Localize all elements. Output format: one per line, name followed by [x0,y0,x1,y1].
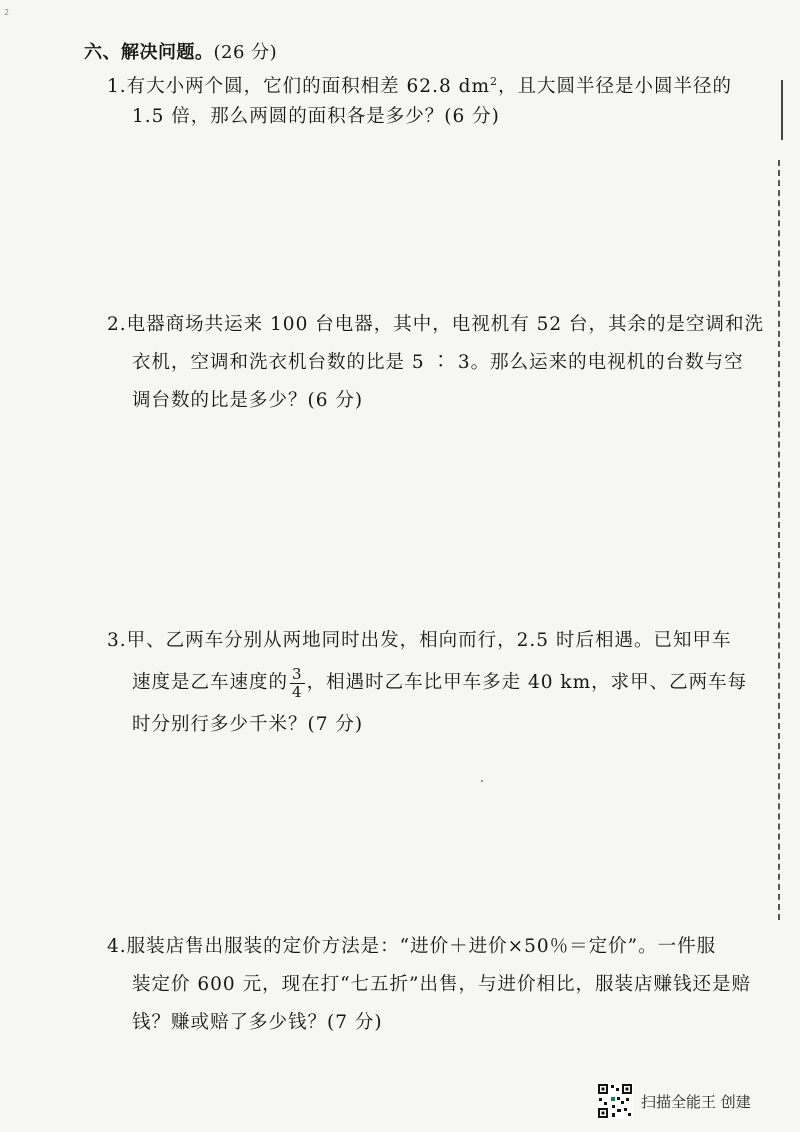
fraction-denominator: 4 [292,682,303,701]
question-3 [107,620,767,746]
qr-code-icon [597,1083,633,1119]
fraction [290,666,305,701]
question-3-line-2 [107,662,767,704]
question-1-line-2: 1.5 倍，那么两圆的面积各是多少？(6 分) [132,106,500,127]
question-2 [107,306,767,420]
question-1-superscript: 2 [490,74,498,88]
question-3-line-1: 3.甲、乙两车分别从两地同时出发，相向而行，2.5 时后相遇。已知甲车 [107,630,732,651]
question-2-line-2: 衣机，空调和洗衣机台数的比是 5 ∶ 3。那么运来的电视机的台数与空 [132,352,744,373]
fraction-numerator: 3 [292,664,303,683]
page-edge-line-top [781,80,783,140]
question-3-line-2-tail: ，相遇时乙车比甲车多走 40 km，求甲、乙两车每 [306,672,748,693]
question-2-line-3: 调台数的比是多少？(6 分) [132,390,364,411]
question-1-line-1-text: 1.有大小两个圆，它们的面积相差 62.8 dm [107,76,490,97]
question-1-line-1 [107,72,767,102]
scan-speck [481,780,483,782]
corner-mark: 2 [4,8,10,17]
question-4-line-2: 装定价 600 元，现在打“七五折”出售，与进价相比，服装店赚钱还是赔 [132,974,751,995]
page-edge-dashed-line [778,160,780,920]
scanner-watermark-text: 扫描全能王 创建 [641,1092,751,1111]
question-1-line-1-tail: ，且大圆半径是小圆半径的 [498,76,733,97]
section-score: (26 分) [213,42,278,63]
question-3-line-2-text: 速度是乙车速度的 [132,672,289,693]
section-title [84,38,277,64]
question-4-line-3: 钱？赚或赔了多少钱？(7 分) [132,1012,383,1033]
question-4-line-1: 4.服装店售出服装的定价方法是：“进价＋进价×50％＝定价”。一件服 [107,936,717,957]
section-title-text: 六、解决问题。 [84,42,214,63]
question-3-line-3: 时分别行多少千米？(7 分) [132,714,364,735]
question-2-line-1: 2.电器商场共运来 100 台电器，其中，电视机有 52 台，其余的是空调和洗 [107,314,765,335]
scanner-watermark [597,1083,751,1119]
question-1 [107,72,767,132]
question-4 [107,928,767,1042]
